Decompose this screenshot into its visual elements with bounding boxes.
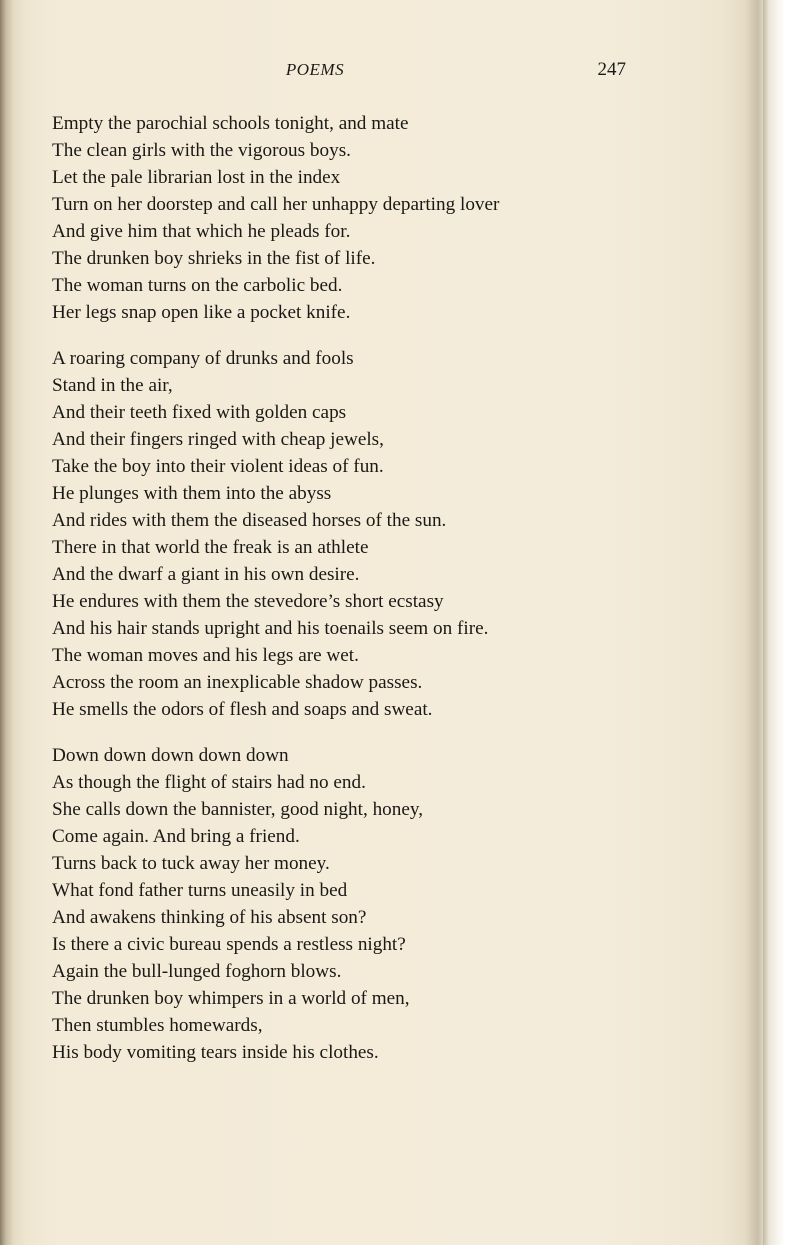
poem-line: And the dwarf a giant in his own desire. [52,564,360,585]
poem-line: The woman turns on the carbolic bed. [52,275,343,296]
poem-line: She calls down the bannister, good night, honey, [52,799,424,820]
poem-line: Come again. And bring a friend. [52,826,300,847]
poem-line: The clean girls with the vigorous boys. [52,140,351,161]
poem-line: Turns back to tuck away her money. [52,853,330,874]
poem-line: He plunges with them into the abyss [52,483,332,504]
poem-line: And give him that which he pleads for. [52,221,351,242]
poem-line: His body vomiting tears inside his clothes. [52,1042,379,1063]
poem-line: He smells the odors of flesh and soaps and sweat. [52,699,433,720]
poem-line: Stand in the air, [52,375,173,396]
poem-line: The drunken boy whimpers in a world of men, [52,988,410,1009]
poem-line: Take the boy into their violent ideas of fun. [52,456,384,477]
stanza-3 [52,742,742,1066]
poem-body [52,110,742,1085]
poem-line: As though the flight of stairs had no end. [52,772,366,793]
page-number: 247 [597,59,626,80]
poem-line: Is there a civic bureau spends a restless night? [52,934,406,955]
poem-line: Again the bull-lunged foghorn blows. [52,961,342,982]
poem-line: Empty the parochial schools tonight, and mate [52,113,409,134]
page-edge [763,0,785,1245]
poem-line: Then stumbles homewards, [52,1015,263,1036]
poem-line: The woman moves and his legs are wet. [52,645,359,666]
stanza-2 [52,345,742,723]
poem-line: What fond father turns uneasily in bed [52,880,348,901]
poem-line: And rides with them the diseased horses of the sun. [52,510,447,531]
poem-line: Down down down down down [52,745,289,766]
poem-line: The drunken boy shrieks in the fist of life. [52,248,376,269]
poem-line: Turn on her doorstep and call her unhappy departing lover [52,194,500,215]
poem-line: And his hair stands upright and his toenails seem on fire. [52,618,489,639]
poem-line: And their teeth fixed with golden caps [52,402,347,423]
stanza-1 [52,110,742,326]
poem-line: Across the room an inexplicable shadow passes. [52,672,423,693]
poem-line: And their fingers ringed with cheap jewels, [52,429,384,450]
poem-line: Her legs snap open like a pocket knife. [52,302,351,323]
poem-line: And awakens thinking of his absent son? [52,907,367,928]
poem-line: He endures with them the stevedore’s short ecstasy [52,591,444,612]
poem-line: Let the pale librarian lost in the index [52,167,341,188]
poem-line: There in that world the freak is an athlete [52,537,369,558]
poem-line: A roaring company of drunks and fools [52,348,354,369]
running-header-title: POEMS [285,60,345,79]
